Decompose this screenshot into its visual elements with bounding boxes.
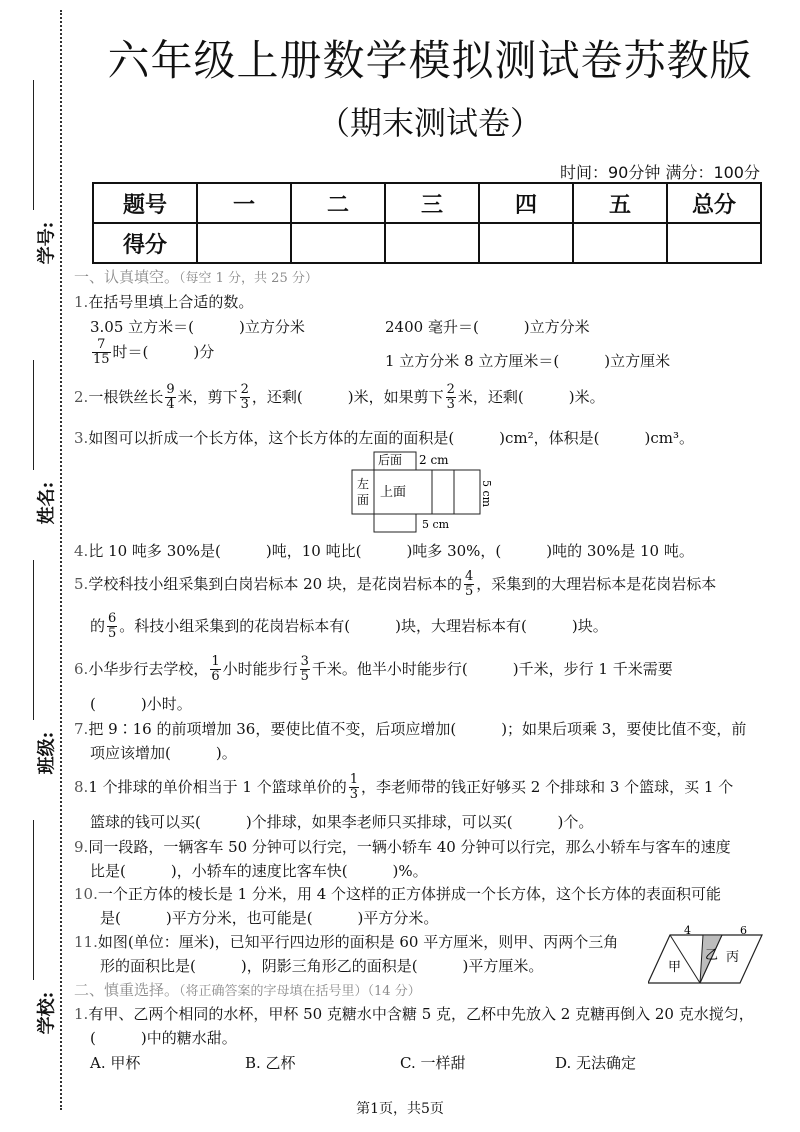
question-text: 有甲、乙两个相同的水杯，甲杯 50 克糖水中含糖 5 克，乙杯中先放入 2 克糖再倒入 20 克水搅匀，	[88, 1005, 754, 1023]
back-face-label: 后面	[378, 453, 403, 467]
question-text: 形的面积比是( )，阴影三角形乙的面积是( )平方厘米。	[100, 957, 544, 975]
question-text: ，采集到的大理岩标本是花岗岩标本	[476, 574, 717, 593]
option-d[interactable]: D. 无法确定	[555, 1054, 637, 1072]
section-2-question-1-line-2	[90, 1027, 780, 1048]
question-4	[74, 540, 764, 561]
name-line[interactable]	[33, 360, 34, 470]
question-text: 米，剪下	[177, 387, 238, 406]
fraction	[210, 655, 220, 685]
fraction	[464, 570, 474, 600]
class-field	[14, 560, 58, 790]
fraction	[165, 383, 175, 413]
binding-margin	[0, 0, 60, 1132]
student-number-field	[14, 80, 58, 270]
left-face-label-2: 面	[357, 493, 370, 507]
question-text: 一个正方体的棱长是 1 分米，用 4 个这样的正方体拼成一个长方体，这个长方体的表面积可能	[97, 885, 722, 903]
section-2-title: 二、慎重选择。	[74, 981, 180, 999]
question-number: 6.	[74, 659, 89, 678]
fraction	[349, 773, 359, 803]
question-text: 比是( )，小轿车的速度比客车快( )%。	[90, 862, 428, 880]
section-2-heading	[74, 979, 764, 1000]
option-a[interactable]: A. 甲杯	[90, 1054, 141, 1072]
score-cell-3[interactable]	[385, 223, 479, 263]
question-11-line-1	[74, 931, 644, 952]
section-1-title: 一、认真填空。	[74, 268, 180, 286]
fraction-denominator: 3	[349, 787, 358, 803]
question-text: ，还剩( )米，如果剪下	[251, 387, 444, 406]
question-text: 如图可以折成一个长方体，这个长方体的左面的面积是( )cm²，体积是( )cm³。	[88, 429, 694, 447]
top-face-label: 上面	[380, 485, 407, 500]
question-3	[74, 427, 764, 448]
score-cell-5[interactable]	[573, 223, 667, 263]
question-text: ( )中的糖水甜。	[90, 1029, 237, 1047]
left-face-label-1: 左	[357, 477, 370, 491]
page-footer: 第1页，共5页	[356, 1101, 444, 1117]
fraction-denominator: 5	[300, 669, 309, 685]
triangle-jia-label: 甲	[668, 960, 682, 975]
fraction-denominator: 3	[446, 397, 455, 413]
blank-text: 2400 毫升＝( )立方分米	[385, 318, 590, 336]
fraction	[446, 383, 456, 413]
score-cell-2[interactable]	[291, 223, 385, 263]
fraction-denominator: 6	[211, 669, 220, 685]
cuboid-net-figure	[340, 450, 510, 535]
score-table-header-row	[93, 183, 761, 223]
question-text: 如图(单位：厘米)，已知平行四边形的面积是 60 平方厘米，则甲、丙两个三角	[97, 933, 619, 951]
score-cell-total[interactable]	[667, 223, 761, 263]
score-cell-1[interactable]	[197, 223, 291, 263]
question-1-d	[385, 350, 765, 371]
question-text: 小时能步行	[222, 659, 298, 678]
section-2-question-1-line-1	[74, 1003, 764, 1024]
column-header-2: 二	[291, 183, 385, 223]
option-b[interactable]: B. 乙杯	[245, 1054, 296, 1072]
column-header-total: 总分	[667, 183, 761, 223]
question-6-line-1	[74, 655, 764, 685]
fraction-denominator: 5	[108, 626, 117, 642]
fraction-numerator: 4	[464, 569, 474, 584]
fraction-denominator: 15	[93, 352, 110, 368]
question-number: 1.	[74, 1005, 89, 1023]
section-1-heading	[74, 266, 764, 287]
question-text: 米，还剩( )米。	[457, 387, 605, 406]
parallelogram-figure	[648, 925, 768, 987]
question-6-line-2	[90, 693, 780, 714]
question-text: 1 个排球的单价相当于 1 个篮球单价的	[88, 777, 347, 796]
triangle-bing-label: 丙	[726, 950, 740, 965]
question-number: 3.	[74, 429, 89, 447]
question-7-line-1	[74, 718, 764, 739]
triangle-yi-label: 乙	[705, 948, 719, 963]
question-number: 1.	[74, 293, 89, 311]
question-text: 千米。他半小时能步行( )千米，步行 1 千米需要	[311, 659, 673, 678]
fraction	[107, 612, 117, 642]
column-header-1: 一	[197, 183, 291, 223]
fraction-numerator: 7	[92, 338, 111, 353]
question-text: 小华步行去学校，	[88, 659, 209, 678]
question-text: 学校科技小组采集到白岗岩标本 20 块，是花岗岩标本的	[88, 574, 462, 593]
question-text: 。科技小组采集到的花岗岩标本有( )块，大理岩标本有( )块。	[119, 616, 608, 635]
fraction-numerator: 2	[240, 382, 249, 397]
fraction-denominator: 4	[166, 397, 175, 413]
fraction-denominator: 5	[464, 584, 474, 600]
question-number: 11.	[74, 933, 98, 951]
fraction-numerator: 2	[446, 382, 455, 397]
school-field	[14, 820, 58, 1050]
score-table	[92, 182, 762, 264]
question-text: 同一段路，一辆客车 50 分钟可以行完，一辆小轿车 40 分钟可以行完，那么小轿车与客车的速度	[88, 838, 731, 856]
question-9-line-2	[90, 860, 780, 881]
dimension-6: 6	[740, 925, 747, 937]
fraction	[240, 383, 250, 413]
question-text: 把 9∶16 的前项增加 36，要使比值不变，后项应增加( )；如果后项乘 3，要使比值不变，前	[88, 720, 747, 738]
question-text: 是( )平方分米，也可能是( )平方分米。	[100, 909, 439, 927]
fraction-numerator: 1	[349, 772, 358, 787]
fraction-numerator: 6	[108, 611, 117, 626]
name-label: 姓名:	[36, 481, 58, 525]
score-cell-4[interactable]	[479, 223, 573, 263]
question-text: 比 10 吨多 30%是( )吨，10 吨比( )吨多 30%，( )吨的 30%是 10 吨。	[88, 542, 694, 560]
question-text: ，李老师带的钱正好够买 2 个排球和 3 个篮球，买 1 个	[361, 777, 734, 796]
class-label: 班级:	[36, 731, 58, 775]
blank-text: 1 立方分米 8 立方厘米＝( )立方厘米	[385, 352, 671, 370]
question-number: 7.	[74, 720, 89, 738]
question-1	[74, 291, 764, 312]
question-9-line-1	[74, 836, 764, 857]
school-label: 学校:	[36, 991, 58, 1035]
question-number: 8.	[74, 777, 89, 796]
score-header: 得分	[93, 223, 197, 263]
column-header-4: 四	[479, 183, 573, 223]
question-text: 篮球的钱可以买( )个排球，如果李老师只买排球，可以买( )个。	[90, 813, 594, 831]
question-text: ( )小时。	[90, 695, 192, 713]
dimension-5cm-vertical: 5 cm	[480, 480, 493, 508]
dimension-2cm: 2 cm	[419, 453, 449, 467]
question-text: 一根铁丝长	[88, 387, 164, 406]
question-text: 在括号里填上合适的数。	[88, 293, 254, 311]
question-10-line-1	[74, 883, 764, 904]
fraction-numerator: 9	[166, 382, 175, 397]
question-1-b	[385, 316, 765, 337]
question-5-line-2	[90, 612, 780, 642]
question-number: 9.	[74, 838, 89, 856]
question-number: 2.	[74, 387, 89, 406]
fraction	[92, 338, 111, 368]
question-number: 4.	[74, 542, 89, 560]
dimension-4: 4	[684, 925, 691, 937]
page-title: 六年级上册数学模拟测试卷苏教版	[107, 36, 753, 85]
question-8-line-1	[74, 773, 764, 803]
section-2-question-1-options	[90, 1052, 780, 1073]
student-number-line[interactable]	[33, 80, 34, 210]
fraction-numerator: 1	[211, 654, 220, 669]
blank-text: 时＝( )分	[112, 342, 215, 361]
name-field	[14, 360, 58, 540]
fraction-denominator: 3	[240, 397, 249, 413]
dimension-5cm-horizontal: 5 cm	[422, 518, 450, 531]
question-number-header: 题号	[93, 183, 197, 223]
question-number: 10.	[74, 885, 98, 903]
section-1-note: （每空 1 分，共 25 分）	[179, 271, 318, 286]
column-header-5: 五	[573, 183, 667, 223]
blank-text: 3.05 立方米＝( )立方分米	[90, 318, 305, 336]
section-2-note: （将正确答案的字母填在括号里）（14 分）	[179, 984, 421, 999]
binding-dotted-line	[60, 10, 62, 1110]
question-2	[74, 383, 764, 413]
column-header-3: 三	[385, 183, 479, 223]
question-7-line-2	[90, 742, 780, 763]
page-subtitle: （期末测试卷）	[317, 104, 542, 142]
question-8-line-2	[90, 811, 780, 832]
question-5-line-1	[74, 570, 764, 600]
question-number: 5.	[74, 574, 89, 593]
question-11-line-2	[100, 955, 640, 976]
fraction-numerator: 3	[300, 654, 309, 669]
question-text: 的	[90, 616, 106, 635]
question-text: 项应该增加( )。	[90, 744, 237, 762]
option-c[interactable]: C. 一样甜	[400, 1054, 466, 1072]
time-score-info: 时间：90分钟 满分：100分	[560, 163, 760, 182]
fraction	[300, 655, 310, 685]
score-table-score-row	[93, 223, 761, 263]
class-line[interactable]	[33, 560, 34, 720]
student-number-label: 学号:	[36, 221, 58, 265]
school-line[interactable]	[33, 820, 34, 980]
